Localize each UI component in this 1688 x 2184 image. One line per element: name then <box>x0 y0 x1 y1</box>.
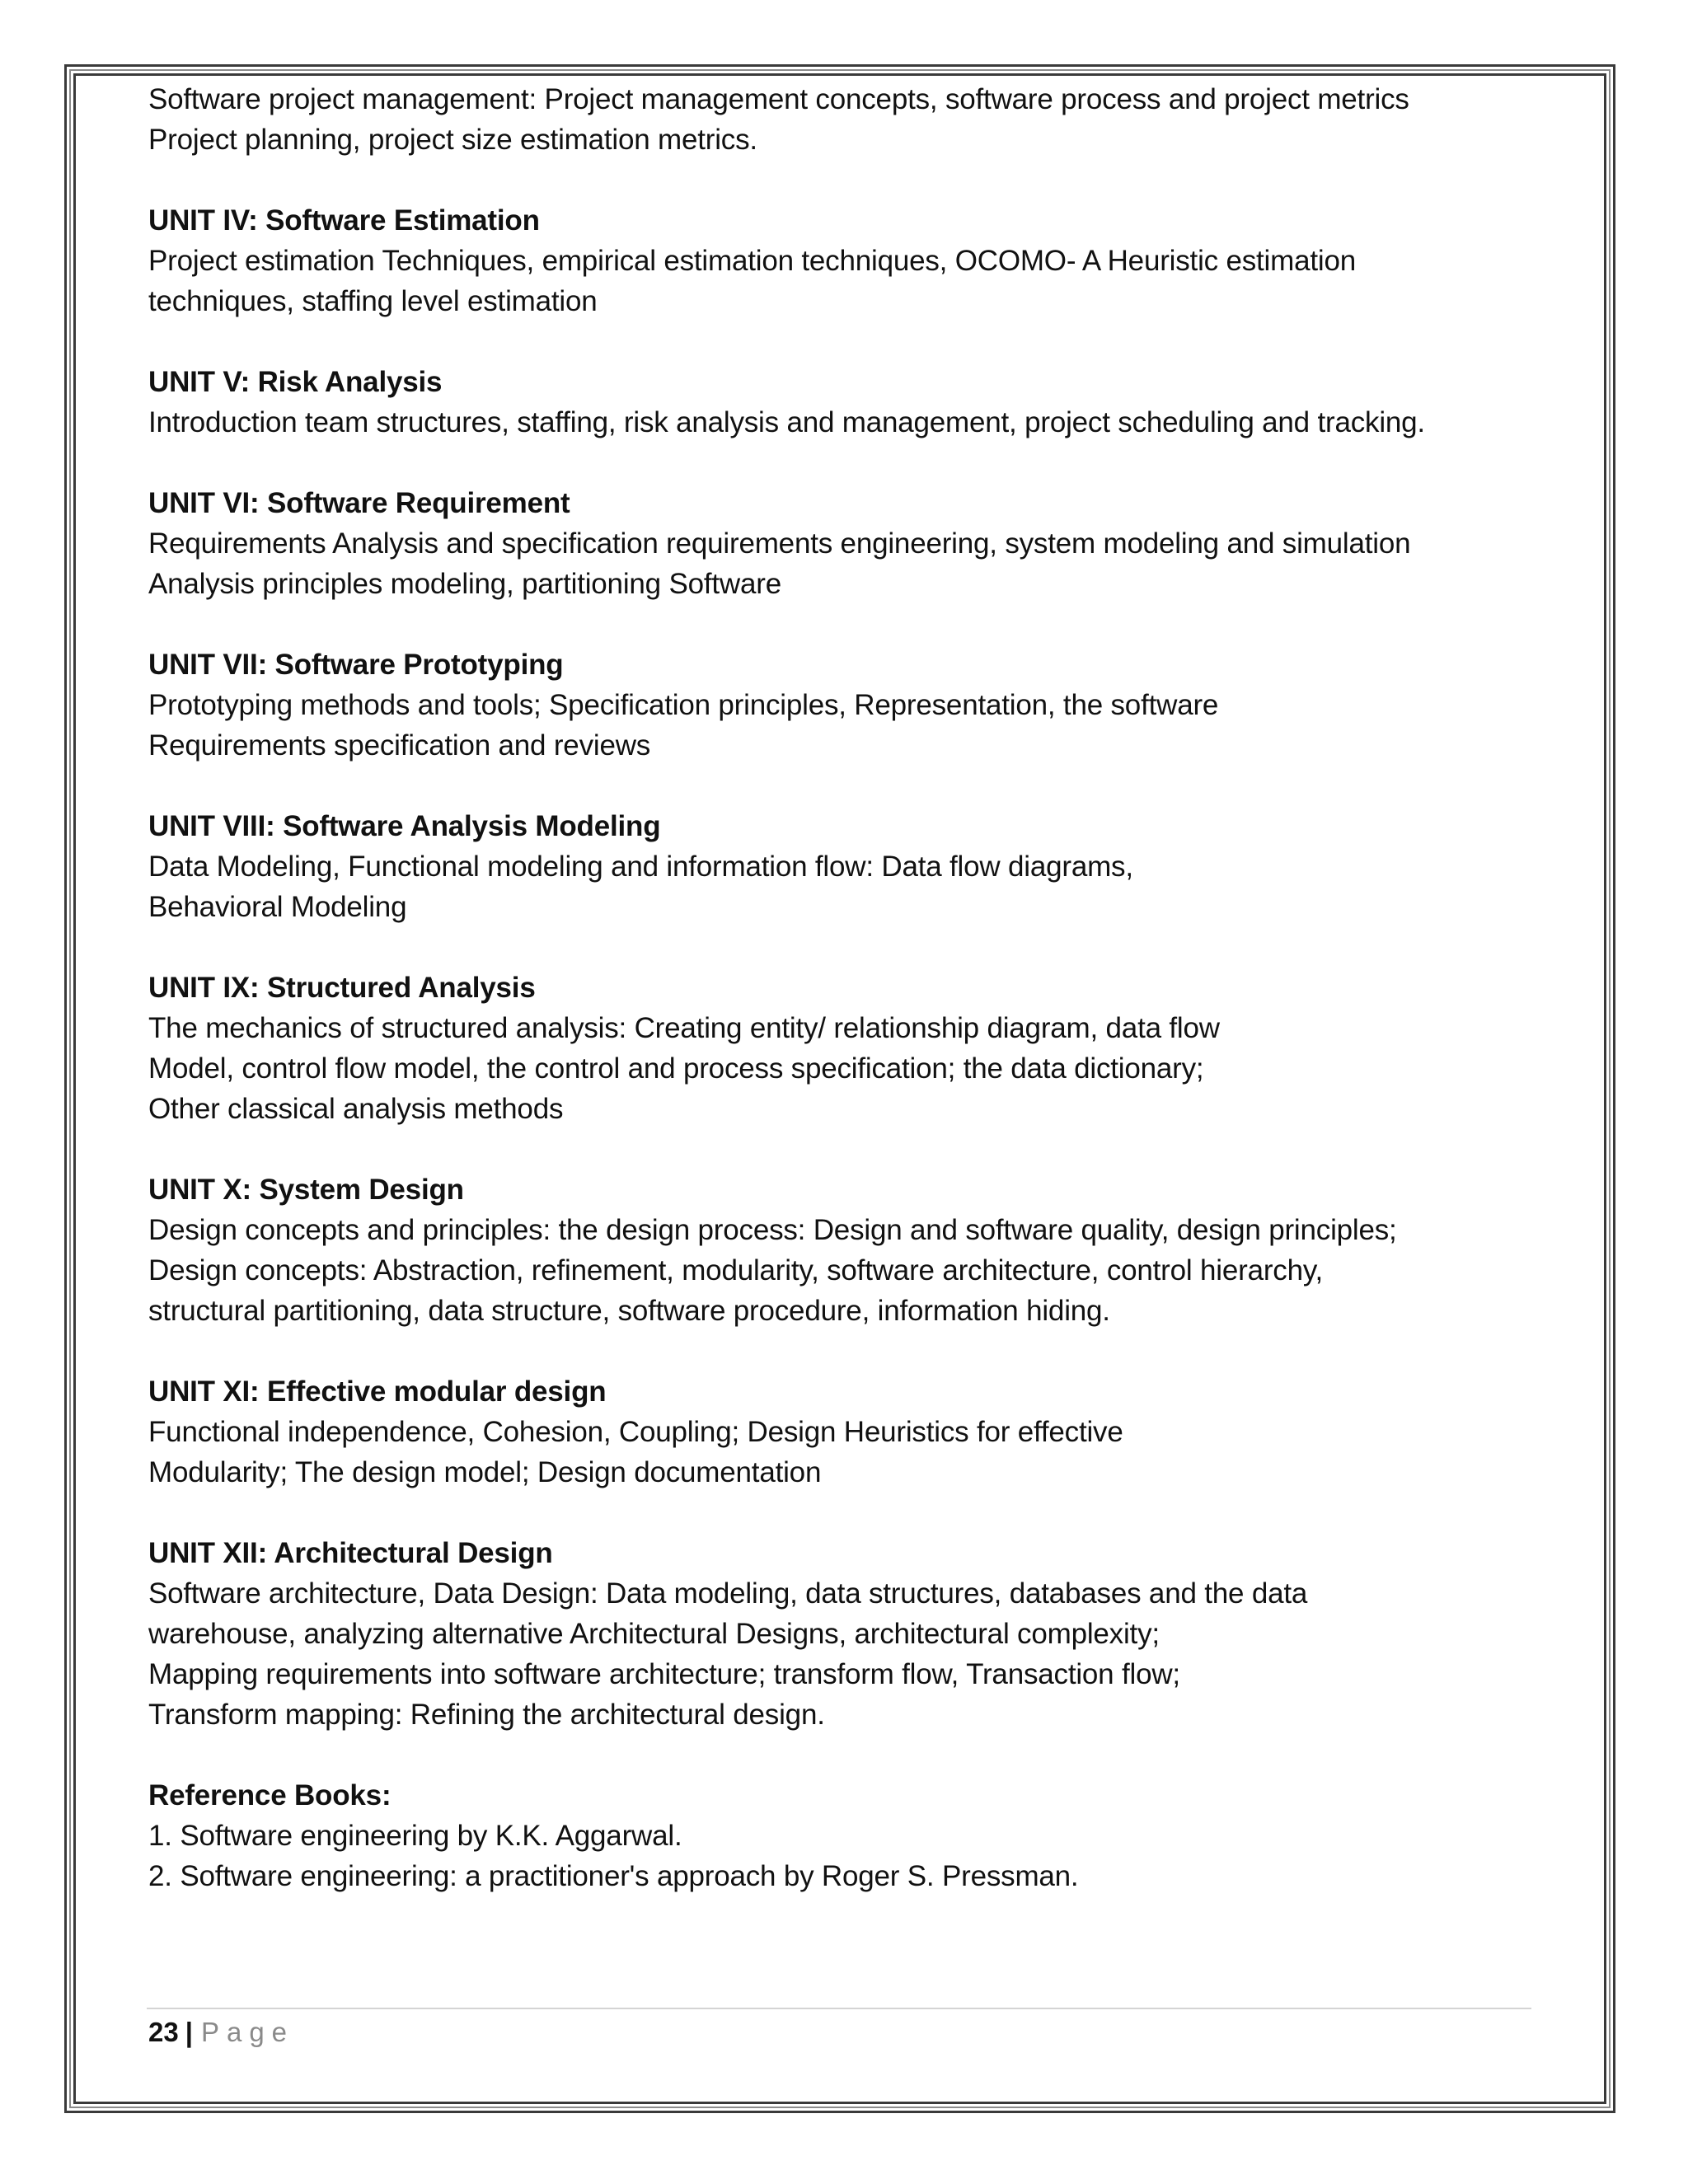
unit-section-xi <box>148 1371 1550 1493</box>
reference-books-section <box>148 1775 1550 1896</box>
unit-heading: UNIT IV: Software Estimation <box>148 204 540 237</box>
footer-divider <box>147 2008 1531 2009</box>
unit-heading: UNIT VII: Software Prototyping <box>148 649 564 681</box>
unit-line: Requirements Analysis and specification requirements engineering, system modeling and simulation <box>148 527 1411 560</box>
unit-section-v <box>148 362 1550 443</box>
syllabus-content <box>148 79 1550 1896</box>
reference-books-heading: Reference Books: <box>148 1779 392 1811</box>
unit-line: Transform mapping: Refining the architectural design. <box>148 1699 825 1731</box>
unit-line: The mechanics of structured analysis: Creating entity/ relationship diagram, data flow <box>148 1012 1220 1044</box>
unit-heading: UNIT XII: Architectural Design <box>148 1537 553 1569</box>
unit-heading: UNIT V: Risk Analysis <box>148 366 443 398</box>
footer-separator: | <box>185 2017 193 2047</box>
unit-section-x <box>148 1169 1550 1331</box>
unit-section-vi <box>148 483 1550 604</box>
unit-line: Introduction team structures, staffing, risk analysis and management, project scheduling and tracking. <box>148 406 1425 438</box>
page-footer <box>148 2013 294 2052</box>
page-number: 23 <box>148 2017 179 2047</box>
unit-line: Mapping requirements into software architecture; transform flow, Transaction flow; <box>148 1658 1180 1690</box>
unit-section-ix <box>148 968 1550 1129</box>
unit-section-xii <box>148 1533 1550 1735</box>
unit-heading: UNIT IX: Structured Analysis <box>148 972 536 1004</box>
unit-line: Design concepts: Abstraction, refinement, modularity, software architecture, control hierarchy, <box>148 1254 1324 1286</box>
intro-line: Project planning, project size estimation metrics. <box>148 124 757 156</box>
unit-line: techniques, staffing level estimation <box>148 285 598 317</box>
unit-line: warehouse, analyzing alternative Architectural Designs, architectural complexity; <box>148 1618 1160 1650</box>
unit-line: Modularity; The design model; Design documentation <box>148 1456 822 1488</box>
unit-section-vii <box>148 644 1550 766</box>
intro-paragraph <box>148 79 1550 160</box>
unit-line: Design concepts and principles: the design process: Design and software quality, design principles; <box>148 1214 1397 1246</box>
unit-heading: UNIT VIII: Software Analysis Modeling <box>148 810 661 842</box>
unit-heading: UNIT X: System Design <box>148 1174 464 1206</box>
intro-line: Software project management: Project management concepts, software process and project metrics <box>148 83 1409 115</box>
unit-section-iv <box>148 200 1550 321</box>
unit-heading: UNIT XI: Effective modular design <box>148 1376 607 1408</box>
page-label: Page <box>200 2017 295 2047</box>
unit-line: Requirements specification and reviews <box>148 729 651 762</box>
unit-line: structural partitioning, data structure, software procedure, information hiding. <box>148 1295 1110 1327</box>
unit-line: Behavioral Modeling <box>148 891 407 923</box>
unit-section-viii <box>148 806 1550 927</box>
unit-line: Software architecture, Data Design: Data modeling, data structures, databases and the data <box>148 1577 1308 1610</box>
unit-line: Analysis principles modeling, partitioning Software <box>148 568 781 600</box>
unit-line: Functional independence, Cohesion, Coupling; Design Heuristics for effective <box>148 1416 1123 1448</box>
unit-line: Data Modeling, Functional modeling and information flow: Data flow diagrams, <box>148 851 1133 883</box>
unit-heading: UNIT VI: Software Requirement <box>148 487 570 519</box>
reference-item: 1. Software engineering by K.K. Aggarwal. <box>148 1820 682 1852</box>
unit-line: Model, control flow model, the control and process specification; the data dictionary; <box>148 1052 1204 1085</box>
unit-line: Project estimation Techniques, empirical estimation techniques, OCOMO- A Heuristic estimation <box>148 245 1356 277</box>
unit-line: Prototyping methods and tools; Specification principles, Representation, the software <box>148 689 1219 721</box>
reference-item: 2. Software engineering: a practitioner's approach by Roger S. Pressman. <box>148 1860 1079 1892</box>
unit-line: Other classical analysis methods <box>148 1093 564 1125</box>
